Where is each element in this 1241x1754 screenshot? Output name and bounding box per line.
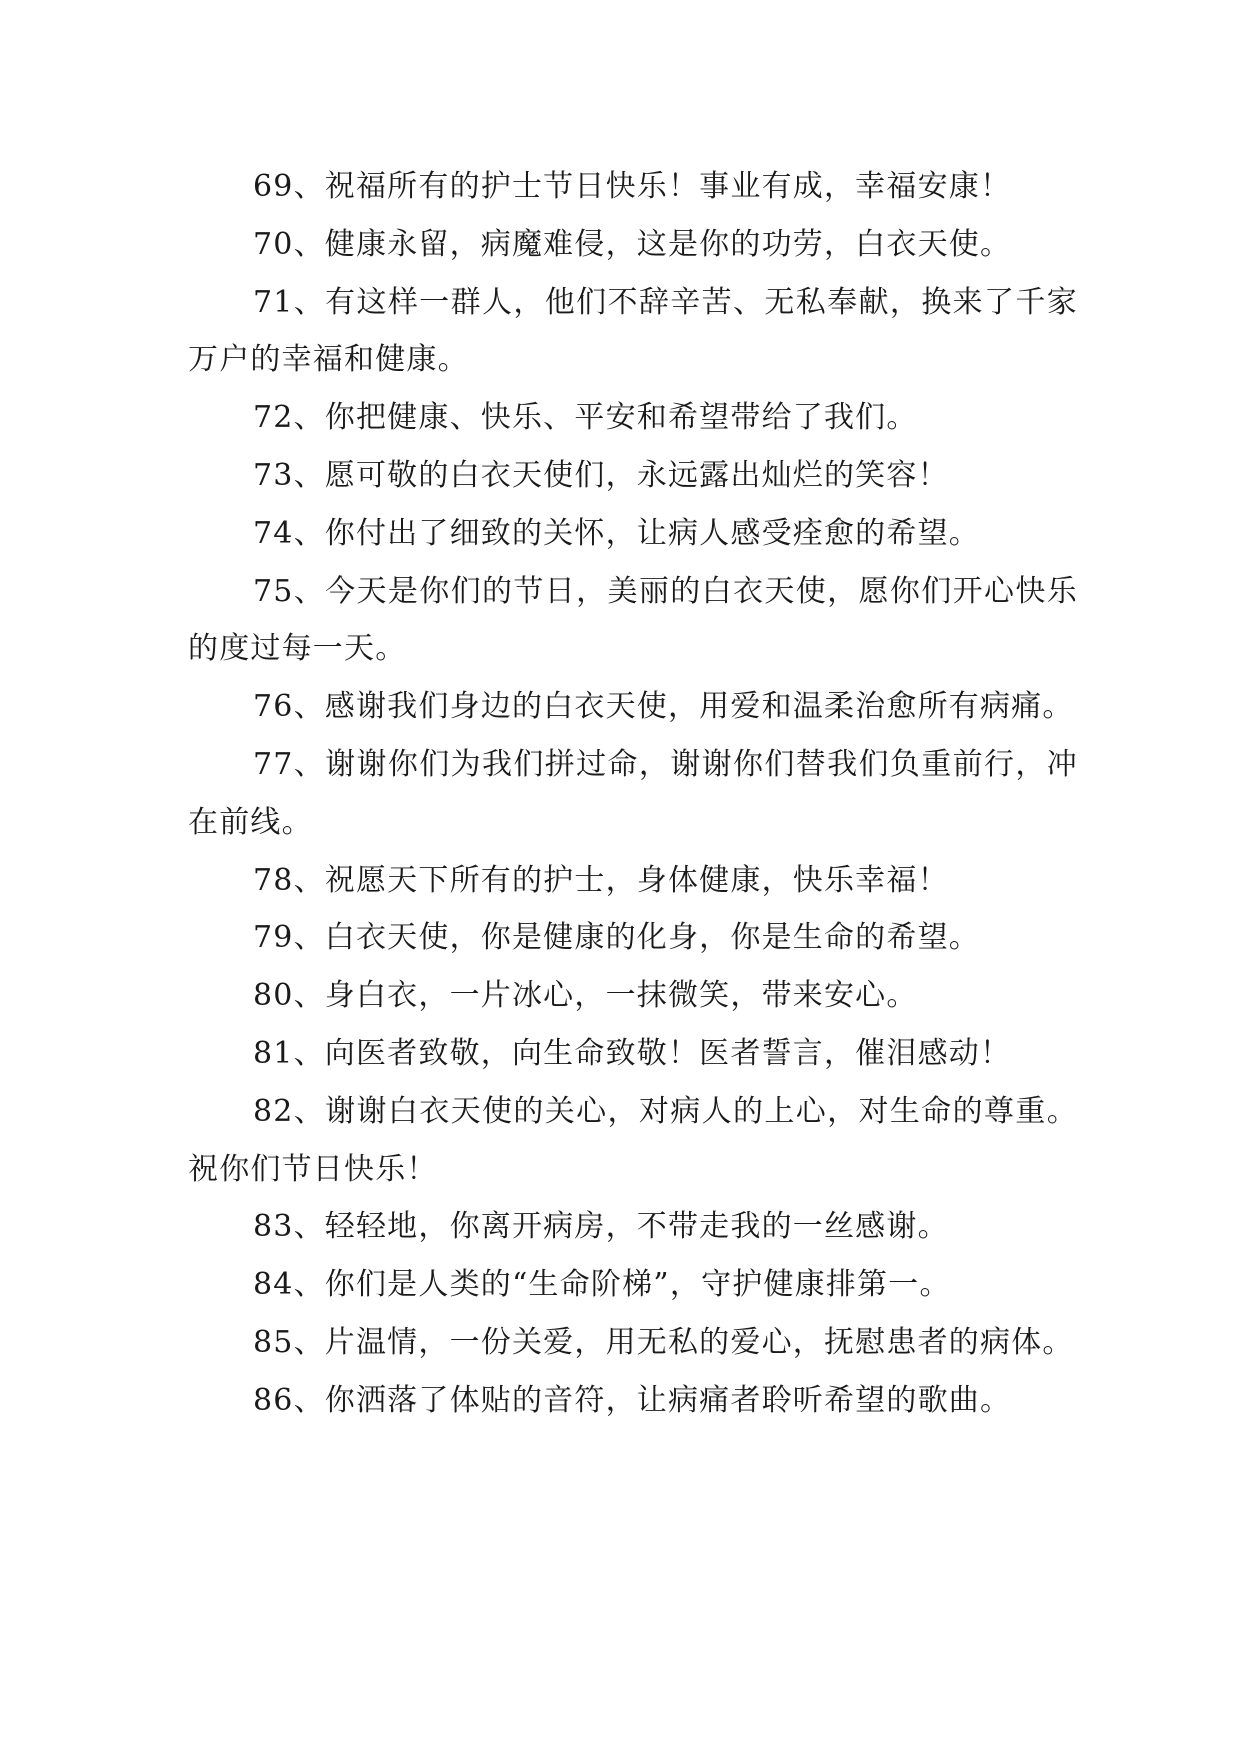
paragraph-82: 82、谢谢白衣天使的关心，对病人的上心，对生命的尊重。祝你们节日快乐！ xyxy=(188,1093,1078,1187)
paragraph-80: 80、身白衣，一片冰心，一抹微笑，带来安心。 xyxy=(253,978,918,1014)
paragraph-70: 70、健康永留，病魔难侵，这是你的功劳，白衣天使。 xyxy=(253,226,1012,262)
paragraph-85: 85、片温情，一份关爱，用无私的爱心，抚慰患者的病体。 xyxy=(253,1324,1074,1360)
paragraph-76: 76、感谢我们身边的白衣天使，用爱和温柔治愈所有病痛。 xyxy=(253,689,1074,725)
paragraph-81: 81、向医者致敬，向生命致敬！医者誓言，催泪感动！ xyxy=(253,1035,1012,1071)
paragraph-84: 84、你们是人类的“生命阶梯”，守护健康排第一。 xyxy=(253,1267,951,1303)
document-body xyxy=(188,158,1078,1430)
paragraph-73: 73、愿可敬的白衣天使们，永远露出灿烂的笑容！ xyxy=(253,457,949,493)
paragraph-78: 78、祝愿天下所有的护士，身体健康，快乐幸福！ xyxy=(253,862,949,898)
paragraph-83: 83、轻轻地，你离开病房，不带走我的一丝感谢。 xyxy=(253,1209,949,1245)
paragraph-75: 75、今天是你们的节日，美丽的白衣天使，愿你们开心快乐的度过每一天。 xyxy=(188,573,1078,667)
paragraph-86: 86、你洒落了体贴的音符，让病痛者聆听希望的歌曲。 xyxy=(253,1382,1012,1418)
paragraph-77: 77、谢谢你们为我们拼过命，谢谢你们替我们负重前行，冲在前线。 xyxy=(188,746,1078,840)
paragraph-71: 71、有这样一群人，他们不辞辛苦、无私奉献，换来了千家万户的幸福和健康。 xyxy=(188,284,1078,378)
paragraph-69: 69、祝福所有的护士节日快乐！事业有成，幸福安康！ xyxy=(253,169,1012,204)
paragraph-74: 74、你付出了细致的关怀，让病人感受痊愈的希望。 xyxy=(253,515,980,551)
paragraph-72: 72、你把健康、快乐、平安和希望带给了我们。 xyxy=(253,400,918,436)
paragraph-79: 79、白衣天使，你是健康的化身，你是生命的希望。 xyxy=(253,920,980,956)
